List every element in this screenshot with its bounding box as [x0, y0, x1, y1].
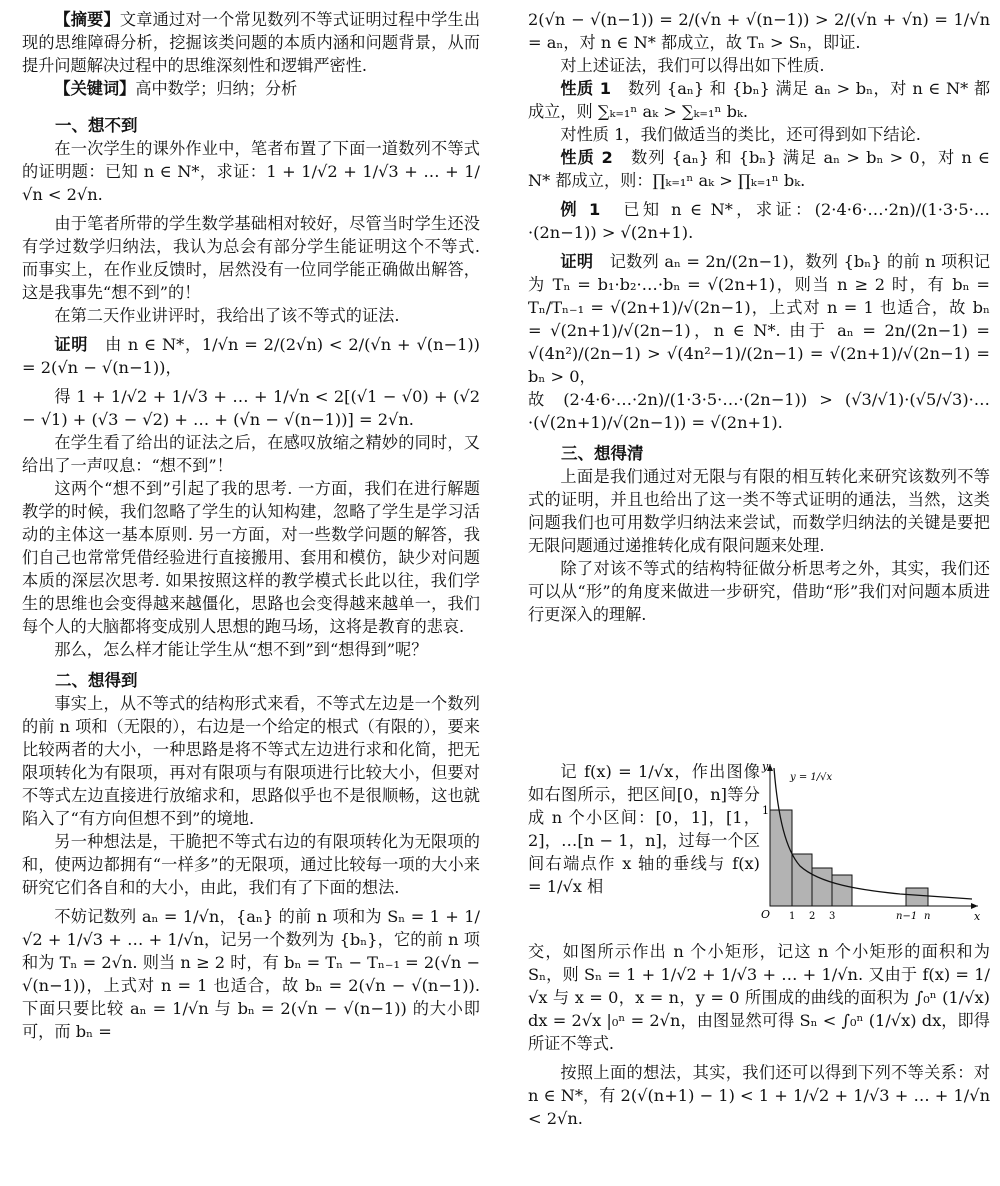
origin-label: O — [761, 908, 771, 921]
paragraph: 这两个“想不到”引起了我的思考. 一方面，我们在进行解题教学的时候，我们忽略了学生的认知构建，忽略了学生是学习活动的主体这一基本原则. 另一方面，对一些数学问题的解答，我们自己也常常凭借经验进行直接搬用、套用和模仿，缺少对问题本质的深层次思考. 如果按照这样的教学模式长此以往，我们学生的思维也会变得越来越僵化，思路也会变得越来越单一，我们每个人的大脑都将变成别人思想的跑马场，这将是教育的悲哀. — [22, 479, 480, 636]
paragraph: 不妨记数列 aₙ = 1/√n，{aₙ} 的前 n 项和为 Sₙ = 1 + 1/√2 + 1/√3 + … + 1/√n，记另一个数列为 {bₙ}，它的前 n 项和为 Tₙ = 2√n. 则当 n ≥ 2 时，有 bₙ = Tₙ − Tₙ₋₁ = 2(√n − √(n−1))，上式对 n = 1 也适合，故 bₙ = 2(√n − √(n−1)). 下面只要比较 aₙ = 1/√n 与 bₙ = 2(√n − √(n−1)) 的大小即可，而 bₙ = — [22, 907, 480, 1041]
rectangle-2 — [792, 854, 812, 906]
left-column — [22, 8, 480, 1043]
section-1-title: 一、想不到 — [55, 116, 138, 135]
paragraph: 另一种想法是，干脆把不等式右边的有限项转化为无限项的和，使两边都拥有“一样多”的无限项，通过比较每一项的大小来研究它们各自和的大小，由此，我们有了下面的想法. — [22, 832, 480, 897]
proof-step: 故 (2·4·6·…·2n)/(1·3·5·…·(2n−1)) > (√3/√1)·(√5/√3)·…·(√(2n+1)/√(2n−1)) = √(2n+1). — [528, 390, 990, 432]
rectangle-1 — [770, 810, 792, 906]
paragraph: 在学生看了给出的证法之后，在感叹放缩之精妙的同时，又给出了一声叹息：“想不到”！ — [22, 433, 480, 475]
proof: 证明 由 n ∈ N*，1/√n = 2/(2√n) < 2/(√n + √(n−1)) = 2(√n − √(n−1))， — [22, 335, 480, 377]
keywords: 【关键词】高中数学；归纳；分析 — [54, 79, 298, 98]
proof-step: 得 1 + 1/√2 + 1/√3 + … + 1/√n < 2[(√1 − √0) + (√2 − √1) + (√3 − √2) + … + (√n − √(n−1))] = 2√n. — [22, 387, 480, 429]
property-2: 性质 2 数列 {aₙ} 和 {bₙ} 满足 aₙ > bₙ > 0，对 n ∈ N* 都成立，则：∏ₖ₌₁ⁿ aₖ > ∏ₖ₌₁ⁿ bₖ. — [528, 148, 990, 190]
x-tick-label: 3 — [829, 911, 836, 922]
rectangle-4 — [832, 875, 852, 906]
paragraph: 按照上面的想法，其实，我们还可以得到下列不等关系：对 n ∈ N*，有 2(√(n+1) − 1) < 1 + 1/√2 + 1/√3 + … + 1/√n < 2√n. — [528, 1063, 990, 1128]
example-1: 例 1 已知 n ∈ N*，求证：(2·4·6·…·2n)/(1·3·5·…·(2n−1)) > √(2n+1). — [528, 200, 990, 242]
y-tick-label: 1 — [762, 804, 769, 817]
paragraph: 事实上，从不等式的结构形式来看，不等式左边是一个数列的前 n 项和（无限的），右边是一个给定的根式（有限的），要来比较两者的大小，一种思路是将不等式左边进行求和化简，把无限项转化为有限项，再对有限项与有限项进行比较大小，但要对不等式左边直接进行放缩求和，思路似乎也不是很顺畅，这也就陷入了“有方向但想不到”的境地. — [22, 694, 480, 828]
paragraph: 上面是我们通过对无限与有限的相互转化来研究该数列不等式的证明，并且也给出了这一类不等式证明的通法，当然，这类问题我们也可用数学归纳法来尝试，而数学归纳法的关键是要把无限问题通过递推转化成有限问题来处理. — [528, 467, 990, 555]
figure-description: 记 f(x) = 1/√x，作出图像如右图所示，把区间[0，n]等分成 n 个小区间：[0，1]，[1，2]，…[n − 1，n]，过每一个区间右端点作 x 轴的垂线与 f(x) = 1/√x 相 — [528, 762, 760, 896]
y-axis-label: y — [762, 760, 769, 773]
section-2-title: 二、想得到 — [55, 671, 138, 690]
paragraph: 2(√n − √(n−1)) = 2/(√n + √(n−1)) > 2/(√n + √n) = 1/√n = aₙ，对 n ∈ N* 都成立，故 Tₙ > Sₙ，即证. — [528, 10, 990, 52]
abstract: 【摘要】文章通过对一个常见数列不等式证明过程中学生出现的思维障碍分析，挖掘该类问题的本质内涵和问题背景，从而提升问题解决过程中的思维深刻性和逻辑严密性. — [22, 10, 481, 75]
x-tick-label: 2 — [809, 911, 816, 922]
proof: 证明 记数列 aₙ = 2n/(2n−1)，数列 {bₙ} 的前 n 项积记为 Tₙ = b₁·b₂·…·bₙ = √(2n+1)，则当 n ≥ 2 时，有 bₙ = Tₙ/Tₙ₋₁ = √(2n+1)/√(2n−1)，上式对 n = 1 也适合，故 bₙ = √(2n+1)/√(2n−1)，n ∈ N*. 由于 aₙ = 2n/(2n−1) = √(4n²)/(2n−1) > √(4n²−1)/(2n−1) = √(2n+1)/√(2n−1) = bₙ > 0， — [528, 252, 990, 386]
paragraph: 对上述证法，我们可以得出如下性质. — [560, 56, 825, 75]
x-tick-label: n — [924, 911, 931, 922]
paragraph: 交，如图所示作出 n 个小矩形，记这 n 个小矩形的面积和为 Sₙ，则 Sₙ = 1 + 1/√2 + 1/√3 + … + 1/√n. 又由于 f(x) = 1/√x 与 x = 0，x = n，y = 0 所围成的曲线的面积为 ∫₀ⁿ (1/√x) dx = 2√x |₀ⁿ = 2√n，由图显然可得 Sₙ < ∫₀ⁿ (1/√x) dx，即得所证不等式. — [528, 942, 990, 1053]
paragraph: 在一次学生的课外作业中，笔者布置了下面一道数列不等式的证明题：已知 n ∈ N*，求证：1 + 1/√2 + 1/√3 + … + 1/√n < 2√n. — [22, 139, 480, 204]
x-axis-label: x — [974, 910, 981, 923]
rectangle-3 — [812, 868, 832, 906]
paragraph: 在第二天作业讲评时，我给出了该不等式的证法. — [54, 306, 400, 325]
paragraph: 由于笔者所带的学生数学基础相对较好，尽管当时学生还没有学过数学归纳法，我认为总会有部分学生能证明这个不等式. 而事实上，在作业反馈时，居然没有一位同学能正确做出解答，这是我事先“想不到”的！ — [22, 214, 480, 302]
rectangle-n — [906, 888, 928, 906]
curve-label: y = 1/√x — [790, 772, 833, 783]
x-axis-arrow — [971, 903, 978, 909]
after-figure-text — [528, 940, 990, 1130]
property-1: 性质 1 数列 {aₙ} 和 {bₙ} 满足 aₙ > bₙ，对 n ∈ N* 都成立，则 ∑ₖ₌₁ⁿ aₖ > ∑ₖ₌₁ⁿ bₖ. — [528, 79, 990, 121]
x-tick-label: n−1 — [896, 911, 918, 922]
right-column — [528, 8, 990, 753]
paragraph: 对性质 1，我们做适当的类比，还可得到如下结论. — [560, 125, 921, 144]
paragraph: 那么，怎么样才能让学生从“想不到”到“想得到”呢？ — [54, 640, 428, 659]
function-graph — [760, 758, 982, 930]
section-3-title: 三、想得清 — [561, 444, 644, 463]
paragraph: 除了对该不等式的结构特征做分析思考之外，其实，我们还可以从“形”的角度来做进一步研究，借助“形”我们对问题本质进行更深入的理解. — [528, 559, 990, 624]
x-tick-label: 1 — [789, 911, 796, 922]
